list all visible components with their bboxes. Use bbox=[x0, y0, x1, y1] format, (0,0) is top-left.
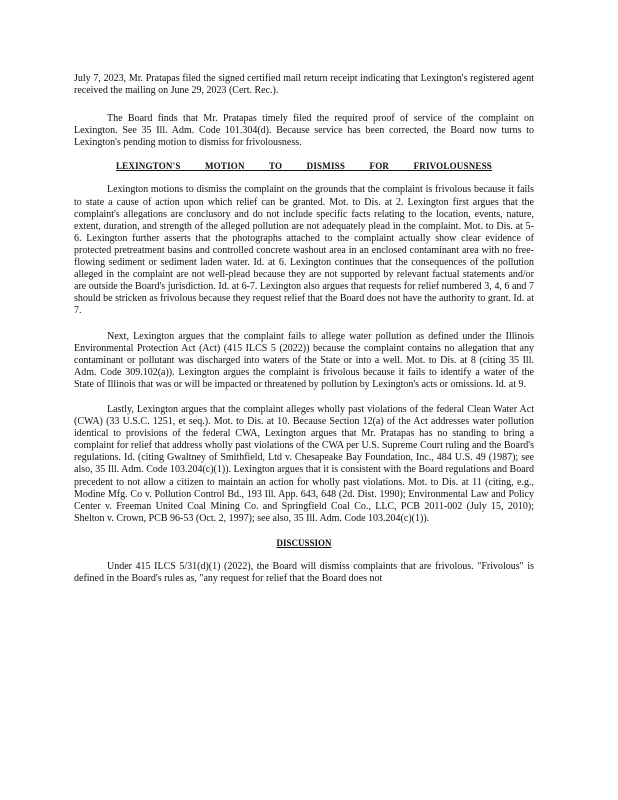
section-heading-motion-to-dismiss: LEXINGTON'S MOTION TO DISMISS FOR FRIVOLOUSNESS bbox=[115, 161, 493, 172]
paragraph-water-pollution-argument: Next, Lexington argues that the complaint fails to allege water pollution as defined under the Illinois Environmental Protection Act (Act) (415 ILCS 5 (2022)) because the complaint contains no allegation that any contaminant or pollutant was discharged into waters of the State or into a well. Mot. to Dis. at 8 (citing 35 Ill. Adm. Code 309.102(a)). Lexington argues the complaint is frivolous because it fails to identify a water of the State of Illinois that was or will be impacted or threatened by pollution by Lexington's acts or omissions. Id. at 9. bbox=[74, 330, 534, 390]
paragraph-discussion: Under 415 ILCS 5/31(d)(1) (2022), the Board will dismiss complaints that are frivolous. "Frivolous" is defined in the Board's rules as, "any request for relief that the Board does not bbox=[74, 560, 534, 584]
paragraph-lexington-motion: Lexington motions to dismiss the complaint on the grounds that the complaint is frivolous because it fails to state a cause of action upon which relief can be granted. Mot. to Dis. at 2. Lexington first argues that the complaint's allegations are conclusory and do not include specific facts relating to the location, events, nature, extent, duration, and strength of the alleged pollution are not adequately plead in the complaint. Mot. to Dis. at 5-6. Lexington further asserts that the photographs attached to the complaint actually show clear evidence of protected pretreatment basins and controlled concrete washout area in an enclosed contaminant area with no free-flowing sediment or sediment laden water. Id. at 6. Lexington continues that the consequences of the pollution alleged in the complaint are not well-plead because they are not supported by relevant factual statements and/or are outside the Board's jurisdiction. Id. at 6-7. Lexington also argues that requests for relief numbered 3, 4, 6 and 7 should be stricken as frivolous because they request relief that the Board does not have the authority to grant. Id. at 7. bbox=[74, 184, 534, 317]
paragraph-service-receipt: July 7, 2023, Mr. Pratapas filed the signed certified mail return receipt indicating that Lexington's registered agent received the mailing on June 29, 2023 (Cert. Rec.). bbox=[74, 73, 534, 97]
paragraph-past-violations-argument: Lastly, Lexington argues that the complaint alleges wholly past violations of the federal Clean Water Act (CWA) (33 U.S.C. 1251, et seq.). Mot. to Dis. at 10. Because Section 12(a) of the Act addresses water pollution identical to provisions of the federal CWA, Lexington argues that Mr. Pratapas has no standing to bring a complaint for relief that address wholly past violations of the CWA per U.S. Supreme Court ruling and the Board's regulations. Id. (citing Gwaltney of Smithfield, Ltd v. Chesapeake Bay Foundation, Inc., 484 U.S. 49 (1987); see also, 35 Ill. Adm. Code 103.204(c)(1)). Lexington argues that it is consistent with the Board regulations and Board precedent to not allow a citizen to maintain an action for wholly past violations. Mot. to Dis. at 11 (citing, e.g., Modine Mfg. Co v. Pollution Control Bd., 193 Ill. App. 643, 648 (2d. Dist. 1990); Environmental Law and Policy Center v. Freeman United Coal Mining Co. and Springfield Coal Co., LLC, PCB 2011-002 (July 15, 2010); Shelton v. Crown, PCB 96-53 (Oct. 2, 1997); see also, 35 Ill. Adm. Code 103.204(c)(1)). bbox=[74, 403, 534, 524]
document-page bbox=[74, 73, 534, 585]
section-heading-discussion: DISCUSSION bbox=[276, 537, 332, 548]
paragraph-board-finding: The Board finds that Mr. Pratapas timely filed the required proof of service of the complaint on Lexington. See 35 Ill. Adm. Code 101.304(d). Because service has been corrected, the Board now turns to Lexington's pending motion to dismiss for frivolousness. bbox=[74, 113, 534, 149]
